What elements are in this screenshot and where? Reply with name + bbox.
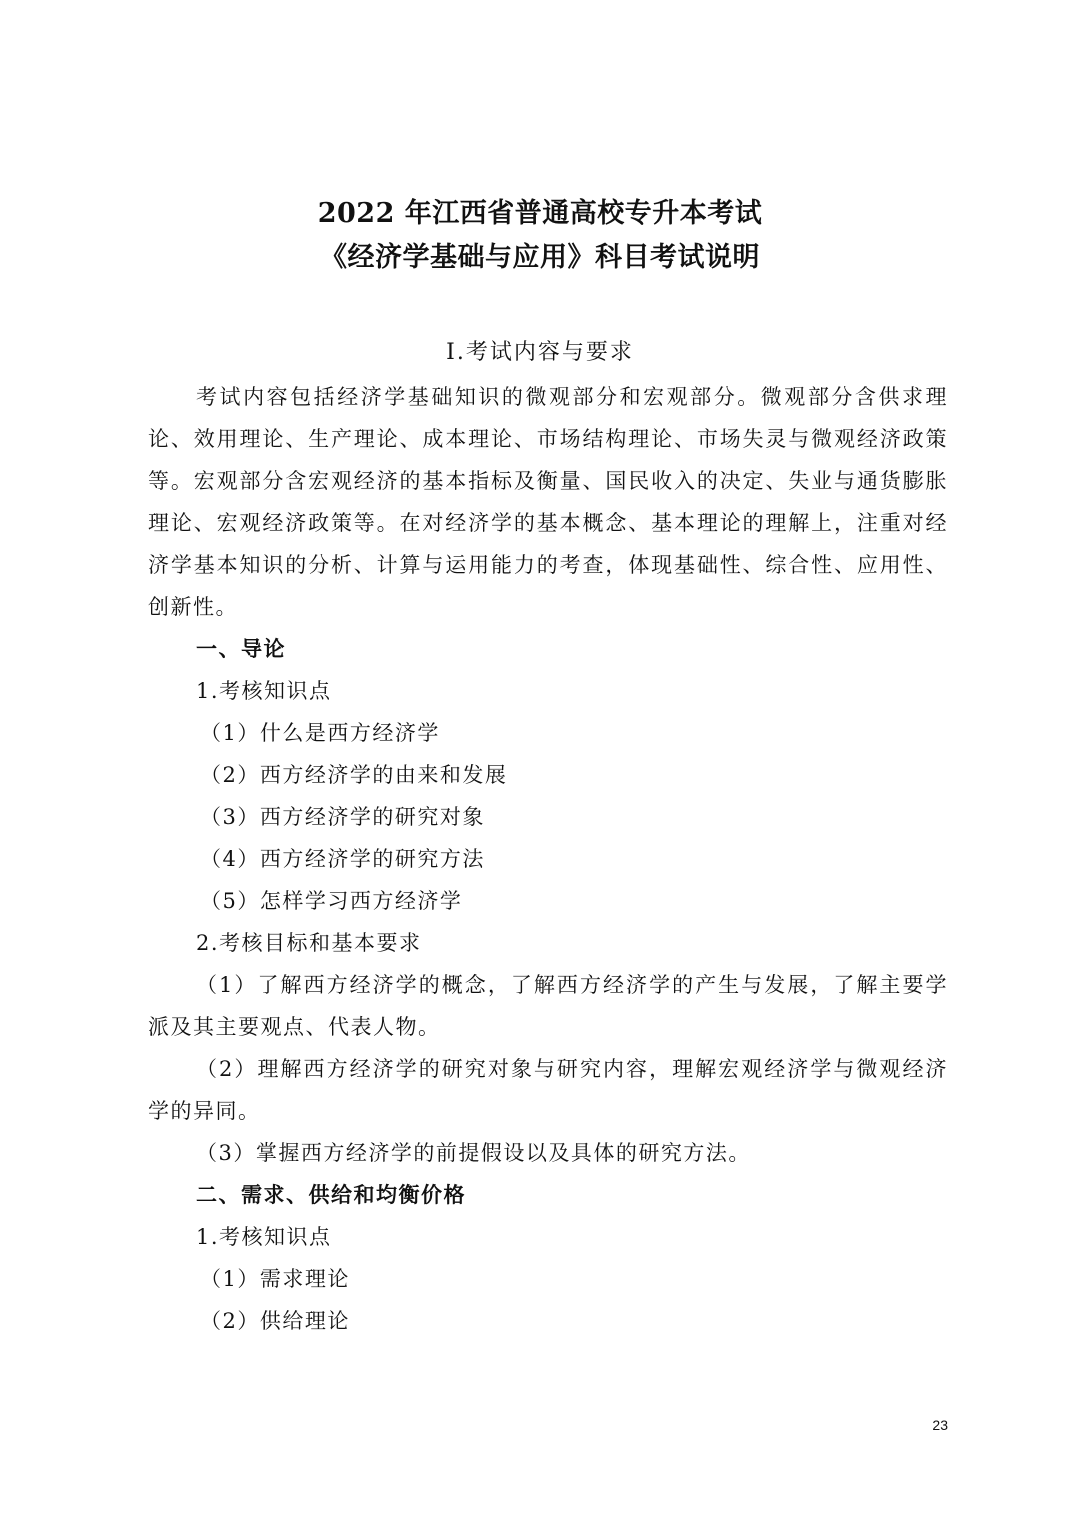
chapter-1-point: （3）西方经济学的研究对象 [200, 805, 485, 829]
chapter-2-point: （1）需求理论 [200, 1267, 350, 1291]
chapter-1-knowledge-points-label: 1.考核知识点 [196, 679, 332, 703]
page-number: 23 [932, 1417, 948, 1433]
chapter-2-heading: 二、需求、供给和均衡价格 [196, 1183, 466, 1207]
document-title-line-2: 《经济学基础与应用》科目考试说明 [320, 242, 760, 273]
chapter-1-heading: 一、导论 [196, 637, 286, 661]
chapter-1-requirement: （2）理解西方经济学的研究对象与研究内容，理解宏观经济学与微观经济学的异同。 [148, 1057, 948, 1123]
document-body [148, 376, 948, 1342]
document-title-line-1: 2022 年江西省普通高校专升本考试 [317, 198, 763, 229]
section-title: Ⅰ.考试内容与要求 [446, 340, 634, 365]
chapter-1-point: （1）什么是西方经济学 [200, 721, 440, 745]
intro-paragraph: 考试内容包括经济学基础知识的微观部分和宏观部分。微观部分含供求理论、效用理论、生产理论、成本理论、市场结构理论、市场失灵与微观经济政策等。宏观部分含宏观经济的基本指标及衡量、国民收入的决定、失业与通货膨胀理论、宏观经济政策等。在对经济学的基本概念、基本理论的理解上，注重对经济学基本知识的分析、计算与运用能力的考查，体现基础性、综合性、应用性、创新性。 [148, 385, 948, 619]
chapter-1-requirement: （3）掌握西方经济学的前提假设以及具体的研究方法。 [196, 1141, 751, 1165]
chapter-1-point: （2）西方经济学的由来和发展 [200, 763, 508, 787]
chapter-2-knowledge-points-label: 1.考核知识点 [196, 1225, 332, 1249]
chapter-2-point: （2）供给理论 [200, 1309, 350, 1333]
chapter-1-requirements-label: 2.考核目标和基本要求 [196, 931, 422, 955]
chapter-1-requirement: （1）了解西方经济学的概念，了解西方经济学的产生与发展，了解主要学派及其主要观点、代表人物。 [148, 973, 948, 1039]
chapter-1-point: （4）西方经济学的研究方法 [200, 847, 485, 871]
chapter-1-point: （5）怎样学习西方经济学 [200, 889, 463, 913]
